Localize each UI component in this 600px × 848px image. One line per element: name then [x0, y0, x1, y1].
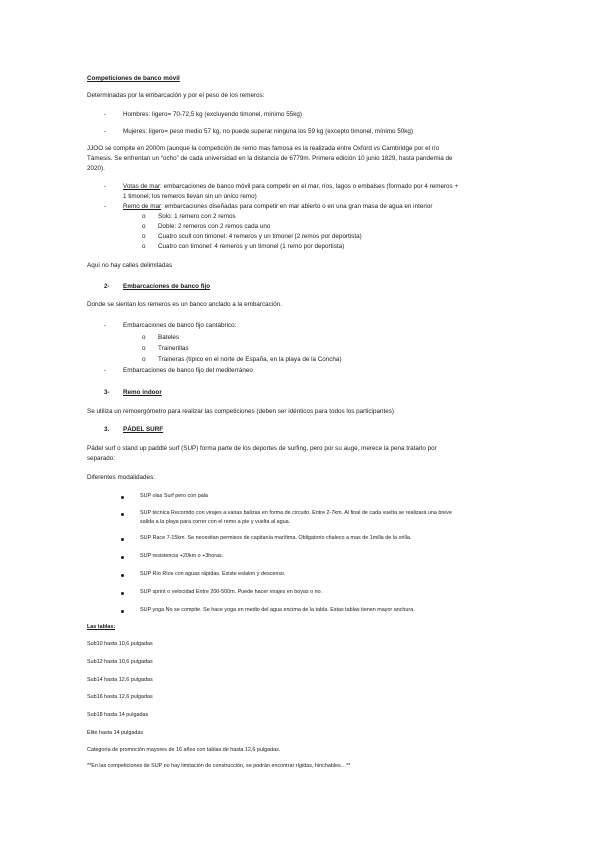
o-bullet: o — [142, 345, 146, 352]
bullet-icon — [121, 592, 124, 595]
paragraph-line: Se utiliza un remoergómetro para realizar las competiciones (deben ser idénticos para todos los participantes) — [87, 408, 394, 415]
modality-text: : embarcaciones de banco móvil para competir en el mar, ríos, lagos o embalses (formado por 4 remeros + — [160, 183, 459, 190]
modality-text: : embarcaciones diseñadas para competir en mar abierto o en una gran masa de agua en interior — [161, 203, 433, 210]
o-bullet: o — [142, 223, 146, 230]
sup-item: SUP olas Surf pero con pala — [140, 493, 208, 499]
boat-item: Cuatro con timonel: 4 remeros y un timonel (1 remo por deportista) — [158, 243, 345, 250]
modality-line — [123, 183, 458, 191]
bullet-icon — [121, 574, 124, 577]
modality-line — [123, 203, 432, 211]
section-number: 3- — [104, 389, 110, 396]
sup-item: SUP Río Ríos con aguas rápidas. Existe eslalon y descenso. — [140, 571, 286, 577]
paragraph-line: Pádel surf o stand up paddle surf (SUP) forma parte de los deportes de surfing, pero por su auge, merece la pena tratarlo por — [87, 445, 437, 452]
tabla-item: Categoría de promoción mayores de 16 años con tablas de hasta 12,6 pulgadas. — [87, 747, 281, 753]
sup-item: SUP yoga No se compite. Se hace yoga en medio del agua encima de la tabla. Estas tablas tienen mayor anchura. — [140, 607, 415, 613]
section-heading: Embarcaciones de banco fijo — [123, 283, 211, 290]
list-item: Trainerillas — [158, 345, 189, 352]
tabla-item: Sub14 hasta 12,6 pulgadas — [87, 677, 153, 683]
paragraph-line: JJOO se compite en 2000m (aunque la competición de remo mas famosa es la realizada entre Oxford vs Cambridge por el río — [87, 145, 440, 152]
dash-bullet: - — [104, 183, 107, 190]
paragraph-line: 2020). — [87, 165, 105, 172]
section-title: Competiciones de banco móvil — [87, 75, 180, 82]
o-bullet: o — [142, 213, 146, 220]
o-bullet: o — [142, 243, 146, 250]
dash-bullet: - — [104, 367, 107, 374]
section-heading: PÁDEL SURF — [123, 426, 164, 433]
sup-item: salida a la playa para correr con el remo a pie y vuelta al agua. — [140, 519, 291, 525]
list-item: Traineras (típico en el norte de España, en la playa de la Concha) — [158, 356, 342, 363]
intro-text: Determinadas por la embarcación y por el peso de los remeros: — [87, 92, 265, 99]
tablas-heading: Las tablas: — [87, 624, 116, 630]
o-bullet: o — [142, 356, 146, 363]
list-item: Bateles — [158, 334, 180, 341]
dash-bullet: - — [104, 128, 107, 135]
tabla-item: Sub18 hasta 14 pulgadas — [87, 712, 149, 718]
bullet-icon — [121, 556, 124, 559]
list-item: Embarcaciones de banco fijo cantábrico: — [123, 322, 237, 329]
paragraph-line: Támesis. Se enfrentan un “ocho” de cada universidad en la distancia de 6779m. Primera edición 10 junio 1829, hasta pandemia de — [87, 155, 453, 162]
weight-item: Mujeres: ligero= peso medio 57 kg, no puede superar ninguna los 59 kg (excepto timonel, mínimo 50kg) — [123, 128, 413, 135]
tabla-item: Sub12 hasta 10,6 pulgadas — [87, 659, 153, 665]
o-bullet: o — [142, 334, 146, 341]
boat-item: Cuatro scull con timonel: 4 remeros y un timonel (2 remos por deportista) — [158, 233, 362, 240]
tabla-item: Sub16 hasta 12,6 pulgadas — [87, 694, 153, 700]
paragraph-line: Donde se sientan los remeros es un banco anclado a la embarcación. — [87, 301, 282, 308]
modality-line: 1 timonel; los remeros llevan sin un único remo) — [123, 193, 257, 200]
tabla-item: Élite hasta 14 pulgadas — [87, 730, 144, 736]
sup-item: SUP Race 7-15km. Se necesitan permisos de capitanía marítima. Obligatorio chaleco a mas de 1milla de la orilla. — [140, 535, 412, 541]
dash-bullet: - — [104, 322, 107, 329]
sup-item: SUP resistencia +20km o +3horas. — [140, 553, 224, 559]
dash-bullet: - — [104, 203, 107, 210]
tabla-item: Sub10 hasta 10,6 pulgadas — [87, 641, 153, 647]
list-item: Embarcaciones de banco fijo del mediterráneo — [123, 367, 253, 374]
section-heading: Remo indoor — [123, 389, 162, 396]
weight-item: Hombres: ligero= 70-72,5 kg (excluyendo timonel, mínimo 55kg) — [123, 111, 303, 118]
bullet-icon — [121, 496, 124, 499]
modality-label: Remo de mar — [123, 203, 162, 210]
paragraph-line: Aquí no hay calles delimitadas — [87, 262, 173, 269]
section-number: 2- — [104, 283, 110, 290]
bullet-icon — [121, 538, 124, 541]
bullet-icon — [121, 513, 124, 516]
boat-item: Solo: 1 remero con 2 remos — [158, 213, 236, 220]
modality-label: Votas de mar — [123, 183, 161, 190]
bullet-icon — [121, 610, 124, 613]
o-bullet: o — [142, 233, 146, 240]
paragraph-line: Diferentes modalidades: — [87, 474, 155, 481]
dash-bullet: - — [104, 111, 107, 118]
sup-item: SUP sprint o velocidad Entre 200-500m. Puede hacer virajes en boyas o no. — [140, 589, 323, 595]
boat-item: Doble: 2 remeros con 2 remos cada uno — [158, 223, 271, 230]
section-number: 3. — [104, 426, 110, 433]
sup-item: SUP técnica Recorrido con virajes a varias balizas en forma de circuito. Entre 2-7km. Al final de cada vuelta se realizará una breve — [140, 510, 452, 516]
footnote: **En las competiciones de SUP no hay limitación de construcción, se podrán encontrar rígidas, hinchables…** — [87, 763, 351, 769]
paragraph-line: separado: — [87, 455, 116, 462]
